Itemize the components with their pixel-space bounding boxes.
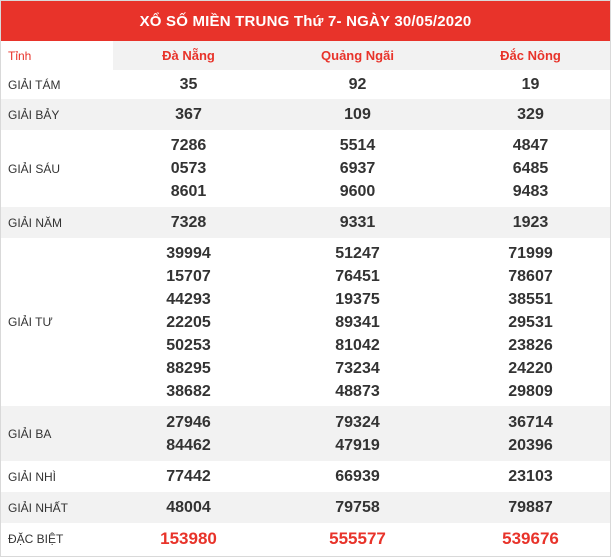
prize-number: 15707 [166,267,211,285]
prize-number: 19 [521,76,540,93]
prize-value-cell [451,99,610,130]
prize-number: 35 [179,76,198,93]
prize-row-giai-bay [1,99,610,130]
prize-number: 24220 [508,359,553,377]
prize-label: GIẢI BA [1,406,113,461]
table-header-row [1,41,610,70]
prize-row-giai-sau [1,130,610,207]
prize-number: 36714 [508,413,553,431]
prize-row-giai-nam [1,207,610,238]
prize-number: 79324 [335,413,380,431]
prize-number: 6485 [512,160,549,177]
prize-number: 66939 [335,468,380,485]
prize-number: 29809 [508,382,553,400]
prize-value-cell [113,492,264,523]
prize-value-cell [451,406,610,461]
prize-label: GIẢI NHÌ [1,461,113,492]
prize-row-giai-nhat [1,492,610,523]
prize-number: 23826 [508,336,553,354]
special-prize-number: 153980 [160,529,217,548]
prize-value-cell [264,130,451,207]
prize-row-giai-tam [1,70,610,99]
prize-number: 38551 [508,290,553,308]
prize-row-giai-tu [1,238,610,406]
prize-number: 9483 [512,183,549,200]
prize-row-giai-nhi [1,461,610,492]
prize-value-cell [451,70,610,99]
special-prize-cell [451,523,610,554]
prize-value-cell [113,99,264,130]
prize-number: 92 [348,76,367,93]
special-prize-cell [264,523,451,554]
prize-number: 5514 [339,137,376,154]
page-title: XỔ SỐ MIỀN TRUNG Thứ 7- NGÀY 30/05/2020 [1,1,610,41]
prize-value-cell [113,130,264,207]
prize-number: 73234 [335,359,380,377]
prize-value-cell [451,207,610,238]
prize-number: 8601 [170,183,207,200]
prize-label: GIẢI BẢY [1,99,113,130]
prize-number: 81042 [335,336,380,354]
prize-number: 109 [344,106,371,123]
special-prize-number: 539676 [502,529,559,548]
prize-number: 48873 [335,382,380,400]
prize-number: 44293 [166,290,211,308]
prize-number: 51247 [335,244,380,262]
prize-value-cell [113,70,264,99]
prize-number: 89341 [335,313,380,331]
prize-value-cell [113,238,264,406]
prize-label: GIẢI SÁU [1,130,113,207]
prize-row-dac-biet [1,523,610,554]
province-da-nang: Đà Nẵng [113,41,264,70]
prize-number: 27946 [166,413,211,431]
prize-value-cell [264,492,451,523]
province-column-label: Tỉnh [1,41,113,70]
prize-number: 22205 [166,313,211,331]
special-prize-cell [113,523,264,554]
prize-number: 23103 [508,468,553,485]
prize-number: 77442 [166,468,211,485]
prize-number: 6937 [339,160,376,177]
prize-number: 329 [517,106,544,123]
prize-number: 79887 [508,499,553,516]
prize-value-cell [451,492,610,523]
prize-number: 1923 [512,214,549,231]
prize-number: 48004 [166,499,211,516]
prize-number: 7328 [170,214,207,231]
prize-label: GIẢI NHẤT [1,492,113,523]
prize-number: 20396 [508,436,553,454]
prize-label: ĐẶC BIỆT [1,523,113,554]
prize-label: GIẢI TƯ [1,238,113,406]
prize-number: 47919 [335,436,380,454]
prize-value-cell [113,207,264,238]
prize-value-cell [264,238,451,406]
prize-value-cell [113,406,264,461]
prize-number: 79758 [335,499,380,516]
prize-label: GIẢI NĂM [1,207,113,238]
lottery-results-table [1,41,610,554]
prize-number: 78607 [508,267,553,285]
prize-row-giai-ba [1,406,610,461]
prize-number: 367 [175,106,202,123]
province-dac-nong: Đắc Nông [451,41,610,70]
prize-value-cell [451,461,610,492]
prize-number: 76451 [335,267,380,285]
prize-number: 29531 [508,313,553,331]
prize-number: 19375 [335,290,380,308]
prize-value-cell [264,406,451,461]
prize-value-cell [264,207,451,238]
prize-value-cell [451,238,610,406]
prize-number: 9600 [339,183,376,200]
prize-value-cell [451,130,610,207]
prize-value-cell [113,461,264,492]
prize-number: 71999 [508,244,553,262]
prize-number: 84462 [166,436,211,454]
prize-value-cell [264,70,451,99]
prize-number: 88295 [166,359,211,377]
prize-label: GIẢI TÁM [1,70,113,99]
prize-number: 9331 [339,214,376,231]
prize-value-cell [264,99,451,130]
prize-number: 7286 [170,137,207,154]
prize-number: 50253 [166,336,211,354]
prize-number: 39994 [166,244,211,262]
prize-number: 38682 [166,382,211,400]
province-quang-ngai: Quảng Ngãi [264,41,451,70]
special-prize-number: 555577 [329,529,386,548]
prize-value-cell [264,461,451,492]
prize-number: 4847 [512,137,549,154]
prize-number: 0573 [170,160,207,177]
